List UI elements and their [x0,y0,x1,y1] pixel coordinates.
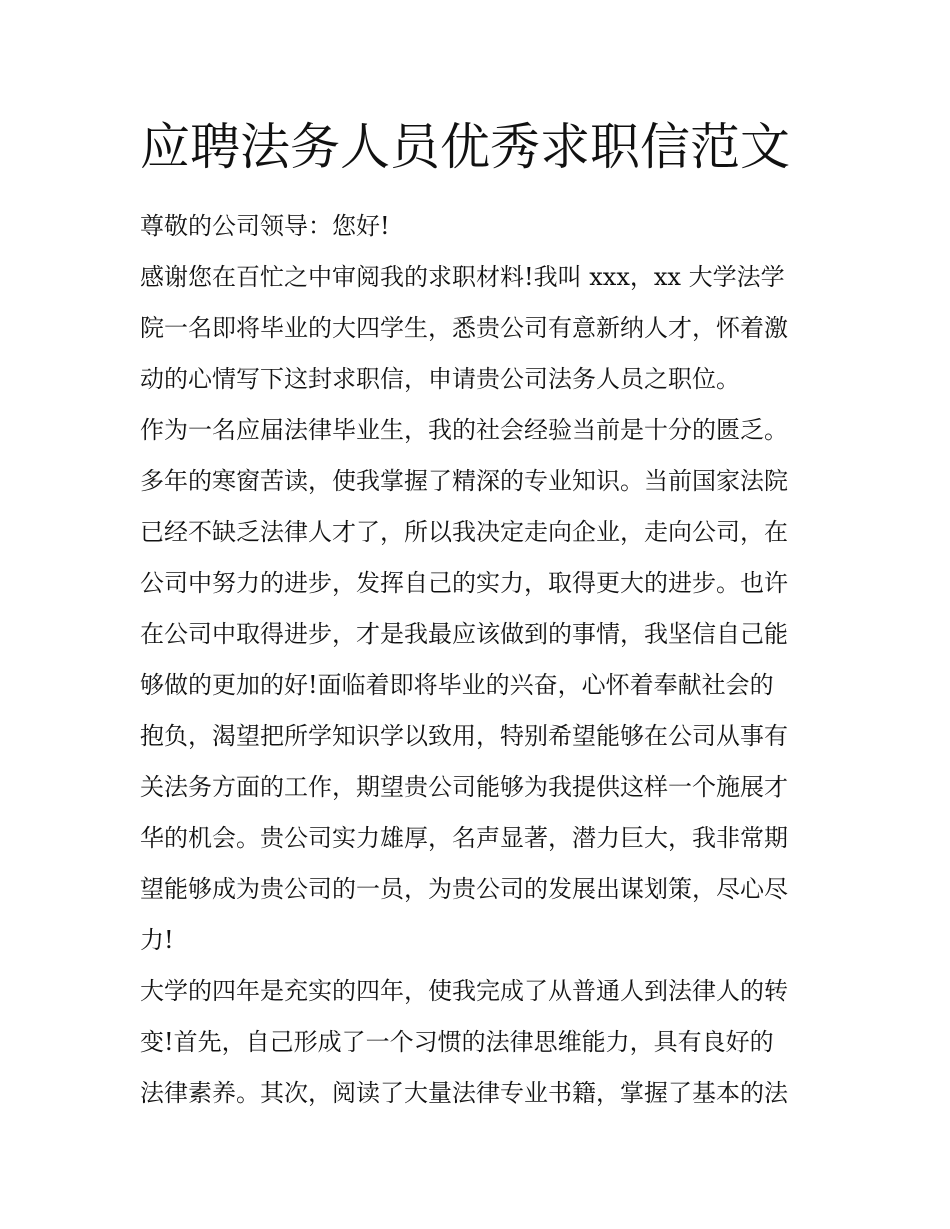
text-line: 公司中努力的进步，发挥自己的实力，取得更大的进步。也许 [140,569,788,597]
text-line: 已经不缺乏法律人才了，所以我决定走向企业，走向公司，在 [140,518,788,546]
text-line: 关法务方面的工作，期望贵公司能够为我提供这样一个施展才 [140,773,788,801]
text-line: 望能够成为贵公司的一员，为贵公司的发展出谋划策，尽心尽 [140,875,788,903]
text-line: 在公司中取得进步，才是我最应该做到的事情，我坚信自己能 [140,620,788,648]
text-line: 多年的寒窗苦读，使我掌握了精深的专业知识。当前国家法院 [140,467,788,495]
text-line: 动的心情写下这封求职信，申请贵公司法务人员之职位。 [140,365,740,393]
text-line: 变!首先，自己形成了一个习惯的法律思维能力，具有良好的 [140,1028,774,1056]
text-line: 感谢您在百忙之中审阅我的求职材料!我叫 xxx，xx 大学法学 [140,263,785,291]
text-line: 大学的四年是充实的四年，使我完成了从普通人到法律人的转 [140,977,788,1005]
text-line: 作为一名应届法律毕业生，我的社会经验当前是十分的匮乏。 [140,416,788,444]
page-title: 应聘法务人员优秀求职信范文 [140,118,790,176]
text-line-greeting: 尊敬的公司领导：您好! [140,212,390,240]
text-line: 抱负，渴望把所学知识学以致用，特别希望能够在公司从事有 [140,722,788,750]
text-line: 够做的更加的好!面临着即将毕业的兴奋，心怀着奉献社会的 [140,671,774,699]
letter-body [140,201,820,1119]
text-line: 院一名即将毕业的大四学生，悉贵公司有意新纳人才，怀着激 [140,314,788,342]
text-line: 华的机会。贵公司实力雄厚，名声显著，潜力巨大，我非常期 [140,824,788,852]
text-line: 法律素养。其次，阅读了大量法律专业书籍，掌握了基本的法 [140,1079,788,1107]
text-line: 力! [140,926,174,954]
